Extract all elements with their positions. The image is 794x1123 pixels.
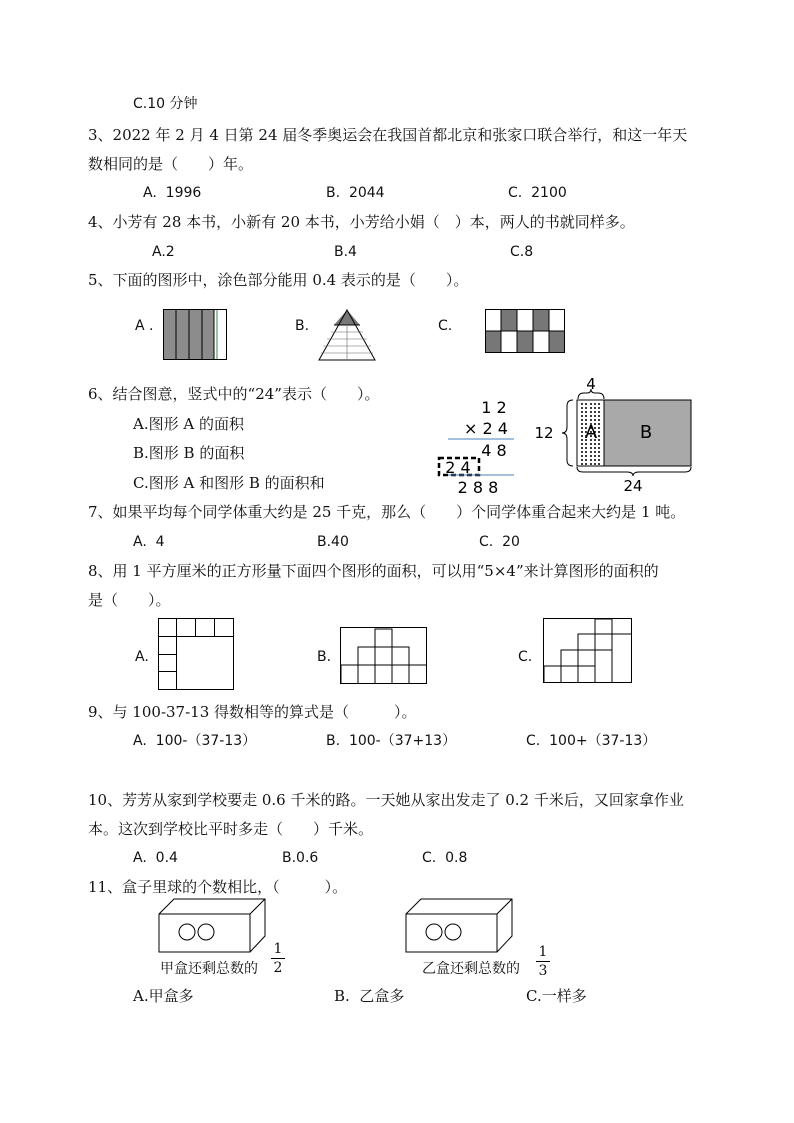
q8-option-a-label: A. (135, 649, 149, 665)
figure-label-b: B (639, 422, 653, 443)
q6-vertical-multiplication (438, 395, 528, 497)
calc-row1: 1 2 (481, 398, 507, 417)
q3-option-a: A. 1996 (143, 185, 202, 201)
figure-label-a: A (584, 422, 598, 443)
q5-option-b-label: B. (295, 318, 310, 334)
q11-option-b: B. 乙盒多 (334, 987, 405, 1005)
q6-area-figure (532, 374, 696, 496)
q11-option-a: A.甲盒多 (133, 987, 194, 1005)
q10-option-a: A. 0.4 (133, 850, 178, 866)
q6-option-b: B.图形 B 的面积 (133, 444, 245, 462)
q9-option-b: B. 100-（37+13） (326, 733, 457, 749)
fraction-numerator: 1 (538, 944, 548, 960)
q8-option-b-label: B. (317, 649, 332, 665)
q5-figure-c-grid (485, 309, 567, 355)
q6-option-a: A.图形 A 的面积 (133, 415, 244, 433)
q11-box2-figure (405, 898, 515, 954)
q10-stem-line1: 10、芳芳从家到学校要走 0.6 千米的路。一天她从家出发走了 0.2 千米后，又回家拿作业 (88, 791, 684, 809)
q7-option-a: A. 4 (133, 534, 165, 550)
q11-box1-figure (158, 898, 268, 954)
calc-row5: 2 8 8 (457, 478, 499, 497)
q7-stem: 7、如果平均每个同学体重大约是 25 千克，那么（ ）个同学体重合起来大约是 1 吨。 (88, 503, 686, 521)
q11-box2-caption: 乙盒还剩总数的 (422, 961, 520, 977)
q9-stem: 9、与 100-37-13 得数相等的算式是（ ）。 (88, 703, 417, 721)
q9-option-c: C. 100+（37-13） (526, 733, 657, 749)
q11-fraction-half (271, 940, 285, 977)
q9-option-a: A. 100-（37-13） (133, 733, 257, 749)
q11-fraction-third (536, 943, 550, 980)
q5-option-c-label: C. (438, 318, 453, 334)
fraction-numerator: 1 (273, 941, 283, 957)
q3-stem-line2: 数相同的是（ ）年。 (88, 155, 254, 173)
q3-stem-line1: 3、2022 年 2 月 4 日第 24 届冬季奥运会在我国首都北京和张家口联合举行，和这一年天 (88, 126, 688, 144)
q4-option-c: C.8 (510, 244, 534, 260)
calc-row2: × 2 4 (464, 419, 508, 438)
q5-figure-a-striped-rectangle (163, 309, 229, 361)
q10-option-b: B.0.6 (282, 850, 319, 866)
figure-top-label: 4 (586, 375, 596, 393)
fraction-denominator: 3 (536, 961, 550, 980)
q5-stem: 5、下面的图形中，涂色部分能用 0.4 表示的是（ ）。 (88, 271, 469, 289)
q7-option-c: C. 20 (479, 534, 520, 550)
q8-figure-b (340, 627, 428, 685)
q11-option-c: C.一样多 (526, 987, 587, 1005)
q4-option-b: B.4 (334, 244, 357, 260)
q7-option-b: B.40 (317, 534, 349, 550)
q11-box1-caption: 甲盒还剩总数的 (160, 961, 258, 977)
q8-figure-a (158, 618, 236, 692)
q8-stem-line1: 8、用 1 平方厘米的正方形量下面四个图形的面积，可以用“5×4”来计算图形的面积的 (88, 562, 659, 580)
q4-option-a: A.2 (152, 244, 175, 260)
q3-option-c: C. 2100 (508, 185, 567, 201)
fraction-denominator: 2 (271, 958, 285, 977)
q10-stem-line2: 本。这次到学校比平时多走（ ）千米。 (88, 820, 374, 838)
q10-option-c: C. 0.8 (422, 850, 468, 866)
q6-stem: 6、结合图意，竖式中的“24”表示（ ）。 (88, 385, 380, 403)
q2-option-c: C.10 分钟 (133, 96, 198, 112)
q4-stem: 4、小芳有 28 本书，小新有 20 本书，小芳给小娟（ ）本，两人的书就同样多。 (88, 213, 635, 231)
q6-option-c: C.图形 A 和图形 B 的面积和 (133, 474, 325, 492)
q8-option-c-label: C. (518, 649, 533, 665)
q3-option-b: B. 2044 (326, 185, 385, 201)
q8-stem-line2: 是（ ）。 (88, 591, 171, 609)
q5-figure-b-triangle (318, 308, 378, 362)
figure-bottom-label: 24 (623, 477, 643, 495)
q5-option-a-label: A . (135, 318, 154, 334)
figure-left-label: 12 (534, 424, 554, 442)
q11-stem: 11、盒子里球的个数相比，（ ）。 (88, 878, 348, 896)
calc-row3: 4 8 (481, 441, 507, 460)
calc-row4: 2 4 (445, 458, 471, 477)
q8-figure-c (543, 618, 633, 684)
